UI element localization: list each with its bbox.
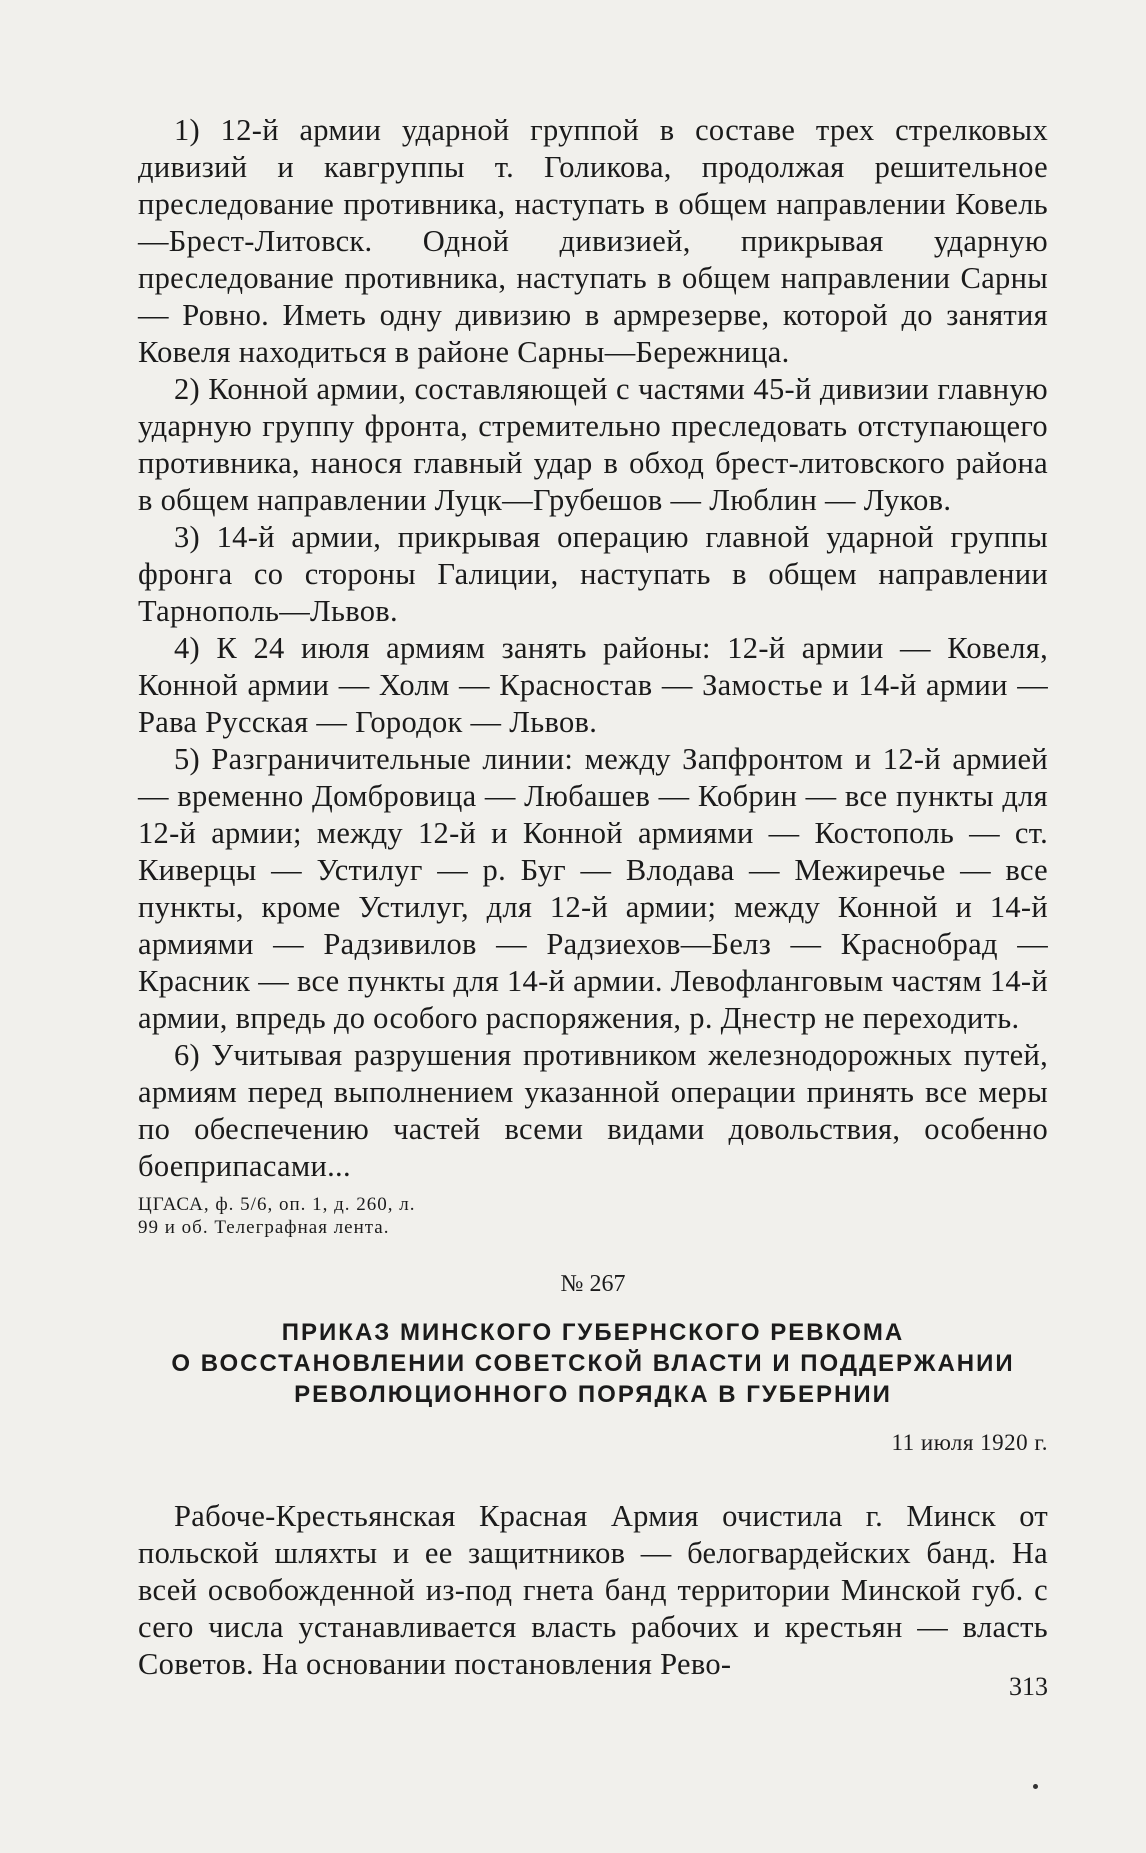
- paragraph-2: 2) Конной армии, составляющей с частями 45-й дивизии главную ударную группу фронта, стремительно преследовать отступающего противника, нанося главный удар в обход брест-литовского района в общем направлении Луцк—Грубешов — Люблин — Луков.: [138, 372, 1048, 517]
- document-title: [138, 1317, 1048, 1410]
- page-number: 313: [1009, 1672, 1048, 1701]
- source-line-2: 99 и об. Телеграфная лента.: [138, 1217, 390, 1238]
- paragraph-4: 4) К 24 июля армиям занять районы: 12-й армии — Ковеля, Конной армии — Холм — Красностав — Замостье и 14-й армии — Рава Русская — Городок — Львов.: [138, 631, 1048, 739]
- paragraph-6: 6) Учитывая разрушения противником железнодорожных путей, армиям перед выполнением указанной операции принять все меры по обеспечению частей всеми видами довольствия, особенно боеприпасами...: [138, 1038, 1048, 1183]
- paragraph-3: 3) 14-й армии, прикрывая операцию главной ударной группы фронга со стороны Галиции, наступать в общем направлении Тарнополь—Львов.: [138, 520, 1048, 628]
- source-line-1: ЦГАСА, ф. 5/6, оп. 1, д. 260, л.: [138, 1194, 416, 1215]
- title-line-2: О ВОССТАНОВЛЕНИИ СОВЕТСКОЙ ВЛАСТИ И ПОДДЕРЖАНИИ: [171, 1350, 1015, 1377]
- document-number: № 267: [560, 1271, 626, 1297]
- archive-source: [138, 1193, 1048, 1239]
- document-date: 11 июля 1920 г.: [891, 1430, 1048, 1455]
- title-line-3: РЕВОЛЮЦИОННОГО ПОРЯДКА В ГУБЕРНИИ: [294, 1381, 892, 1408]
- paragraph-1: 1) 12-й армии ударной группой в составе трех стрелковых дивизий и кавгруппы т. Голикова, продолжая решительное преследование противника, наступать в общем направлении Ковель—Брест-Литовск. Одной дивизией, прикрывая ударную преследование противника, наступать в общем направлении Сарны — Ровно. Иметь одну дивизию в армрезерве, которой до занятия Ковеля находиться в районе Сарны—Бережница.: [138, 113, 1048, 369]
- page-content: [138, 112, 1048, 1683]
- title-line-1: ПРИКАЗ МИНСКОГО ГУБЕРНСКОГО РЕВКОМА: [281, 1319, 905, 1346]
- ink-speck: [1033, 1784, 1038, 1789]
- document-body: Рабоче-Крестьянская Красная Армия очистила г. Минск от польской шляхты и ее защитников — белогвардейских банд. На всей освобожденной из-под гнета банд территории Минской губ. с сего числа устанавливается власть рабочих и крестьян — власть Советов. На основании постановления Рево-: [138, 1499, 1048, 1681]
- paragraph-5: 5) Разграничительные линии: между Запфронтом и 12-й армией — временно Домбровица — Любашев — Кобрин — все пункты для 12-й армии; между 12-й и Конной армиями — Костополь — ст. Киверцы — Устилуг — р. Буг — Влодава — Межиречье — все пункты, кроме Устилуг, для 12-й армии; между Конной и 14-й армиями — Радзивилов — Радзиехов—Белз — Краснобрад — Красник — все пункты для 14-й армии. Левофланговым частям 14-й армии, впредь до особого распоряжения, р. Днестр не переходить.: [138, 742, 1048, 1035]
